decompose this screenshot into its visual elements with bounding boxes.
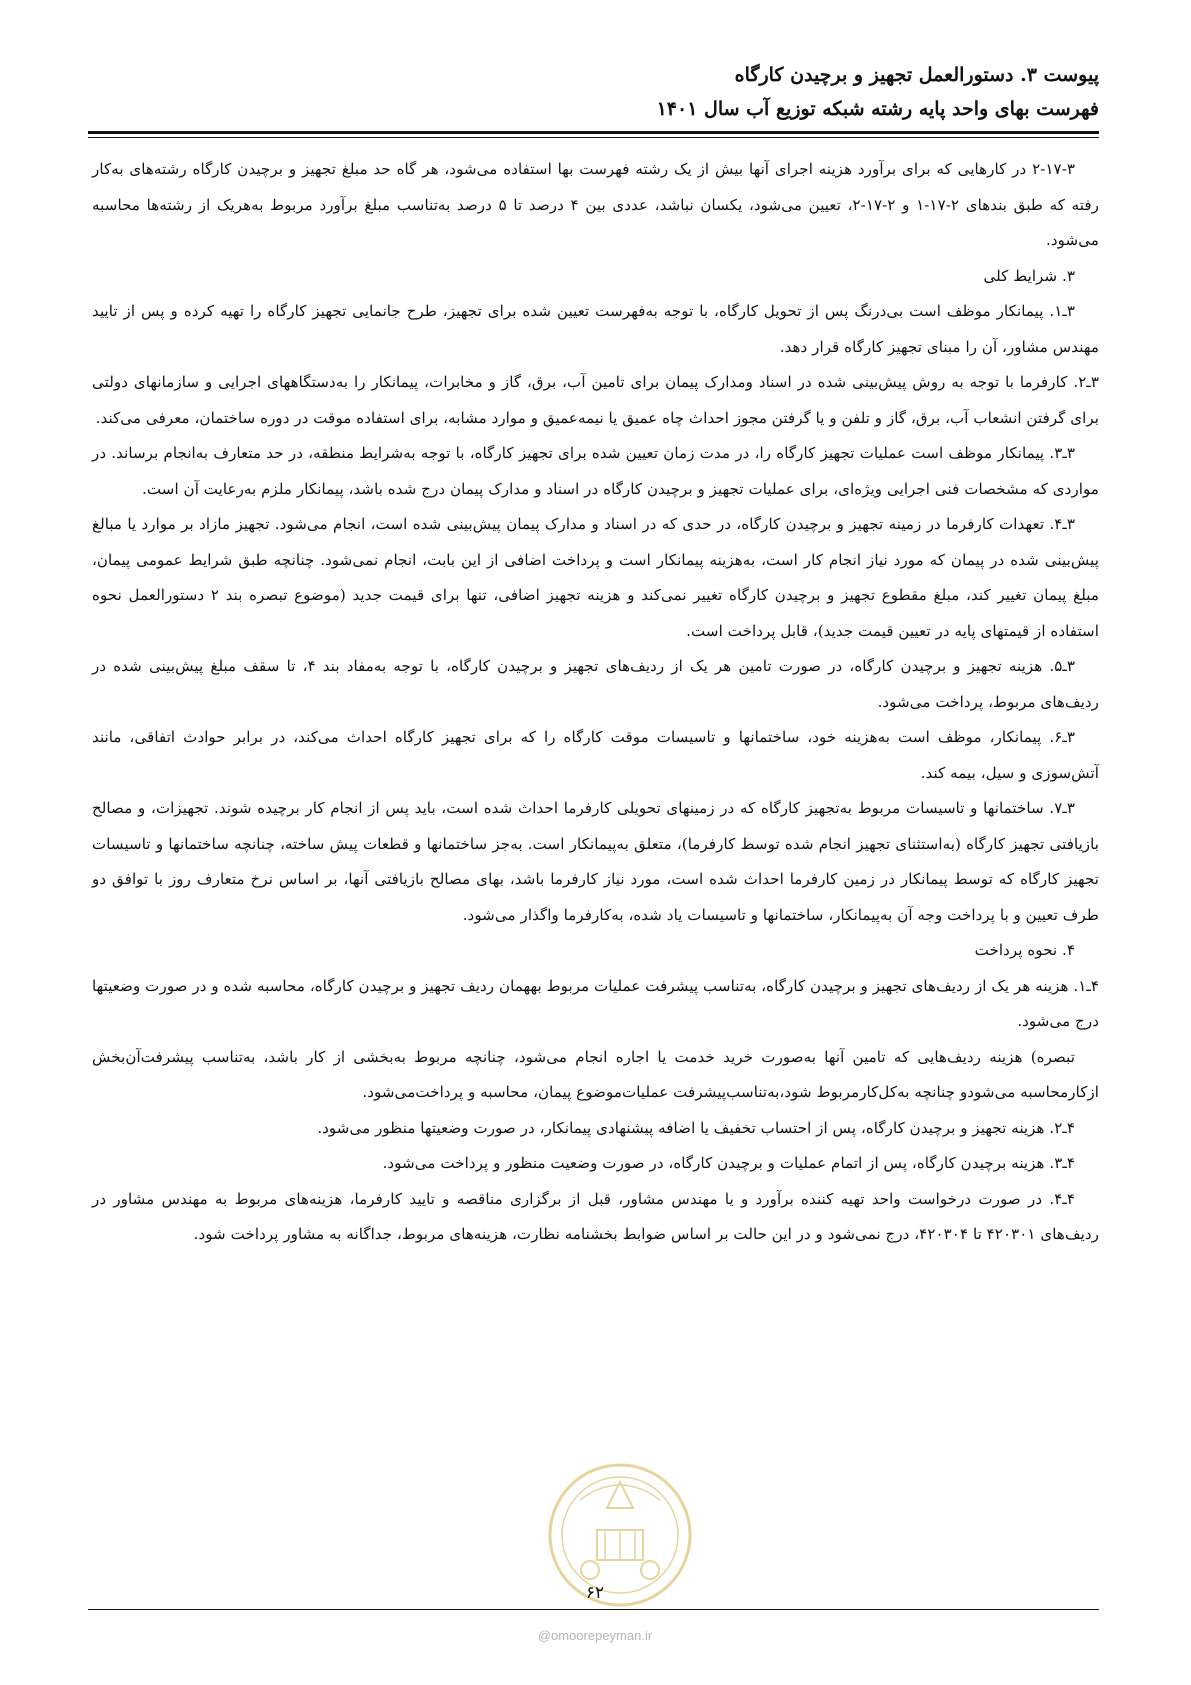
paragraph-4-2: ۴ـ۲. هزینه تجهیز و برچیدن کارگاه، پس از احتساب تخفیف یا اضافه پیشنهادی پیمانکار، در صورت وضعیتها منظور می‌شود. — [317, 1118, 1075, 1137]
paragraph-4-4: ۴ـ۴. در صورت درخواست واحد تهیه کننده برآورد و یا مهندس مشاور، قبل از برگزاری مناقصه و تایید کارفرما، هزینه‌های مربوط به مهندس مشاور در ردیف‌های ۴۲۰۳۰۱ تا ۴۲۰۳۰۴، درج نمی‌شود و در این حالت بر اساس ضوابط بخشنامه نظارت، هزینه‌های مربوط، جداگانه به مشاور پرداخت شود. — [92, 1189, 1099, 1243]
paragraph-3-4: ۳ـ۴. تعهدات کارفرما در زمینه تجهیز و برچیدن کارگاه، در حدی که در اسناد و مدارک پیمان پیش‌بینی شده است، انجام می‌شود. تجهیز مازاد بر موارد یا مبالغ پیش‌بینی شده در پیمان که مورد نیاز انجام کار است، به‌هزینه پیمانکار است و پرداخت اضافی از این بابت، انجام نمی‌شود. چنانچه طبق شرایط عمومی پیمان، مبلغ پیمان تغییر کند، مبلغ مقطوع تجهیز و برچیدن کارگاه تغییر نمی‌کند و هزینه تجهیز اضافی، تنها برای قیمت جدید (موضوع تبصره بند ۲ دستورالعمل نحوه استفاده از قیمتهای پایه در تعیین قیمت جدید)، قابل پرداخت است. — [92, 515, 1099, 640]
paragraph-3-1: ۳ـ۱. پیمانکار موظف است بی‌درنگ پس از تحویل کارگاه، با توجه به‌فهرست تعیین شده برای تجهیز، طرح جانمایی تجهیز کارگاه را تهیه کرده و پس از تایید مهندس مشاور، آن را مبنای تجهیز کارگاه قرار دهد. — [92, 302, 1099, 356]
paragraph-3-7: ۳ـ۷. ساختمانها و تاسیسات مربوط به‌تجهیز کارگاه که در زمینهای تحویلی کارفرما احداث شده است، باید پس از انجام کار برچیده شوند. تجهیزات، و مصالح بازیافتی تجهیز کارگاه (به‌استثنای تجهیز انجام شده توسط کارفرما)، متعلق به‌پیمانکار است. به‌جز ساختمانها و قطعات پیش ساخته، چنانچه ساختمانها و تاسیسات تجهیز کارگاه که توسط پیمانکار در زمین کارفرما احداث شده است، مورد نیاز کارفرما باشد، بهای مصالح بازیافتی آنها، بر اساس نرخ متعارف روز با توافق دو طرف تعیین و با پرداخت وجه آن به‌پیمانکار، ساختمانها و تاسیسات یاد شده، به‌کارفرما واگذار می‌شود. — [92, 799, 1099, 924]
paragraph-3-3: ۳ـ۳. پیمانکار موظف است عملیات تجهیز کارگاه را، در مدت زمان تعیین شده برای تجهیز کارگاه، با توجه به‌شرایط منطقه، در حد متعارف به‌انجام برساند. در مواردی که مشخصات فنی اجرایی ویژه‌ای، برای عملیات تجهیز و برچیدن کارگاه در اسناد و مدارک پیمان درج شده باشد، پیمانکار ملزم به‌رعایت آن است. — [92, 444, 1099, 498]
header-subtitle: فهرست بهای واحد پایه رشته شبکه توزیع آب سال ۱۴۰۱ — [656, 98, 1099, 120]
paragraph-3-2: ۳ـ۲. کارفرما با توجه به روش پیش‌بینی شده در اسناد ومدارک پیمان برای تامین آب، برق، گاز و مخابرات، پیمانکار را به‌دستگاههای اجرایی و سازمانهای دولتی برای گرفتن انشعاب آب، برق، گاز و تلفن و یا گرفتن مجوز احداث چاه عمیق یا نیمه‌عمیق و موارد مشابه، برای استفاده موقت در دوره ساختمان، معرفی می‌کند. — [92, 373, 1099, 427]
footer-rule — [88, 1609, 1099, 1610]
header-rule-thick — [88, 131, 1099, 134]
paragraph-4-3: ۴ـ۳. هزینه برچیدن کارگاه، پس از اتمام عملیات و برچیدن کارگاه، در صورت وضعیت منظور و پرداخت می‌شود. — [382, 1154, 1075, 1172]
watermark-text: @omoorepeyman.ir — [537, 1628, 653, 1643]
paragraph-2-17-3: ۲-۱۷-۳ در کارهایی که برای برآورد هزینه اجرای آنها بیش از یک رشته فهرست بها استفاده می‌شود، هر گاه حد مبلغ تجهیز و برچیدن کارگاه رشته‌های به‌کار رفته که طبق بندهای ۲-۱۷-۱ و ۲-۱۷-۲، تعیین می‌شود، یکسان نباشد، عددی بین ۴ درصد تا ۵ درصد به‌تناسب مبلغ برآورد مربوط به‌هریک از رشته‌ها محاسبه می‌شود. — [92, 160, 1099, 249]
page-header — [90, 58, 1099, 126]
section-heading-payment: ۴. نحوه پرداخت — [974, 941, 1075, 959]
paragraph-3-5: ۳ـ۵. هزینه تجهیز و برچیدن کارگاه، در صورت تامین هر یک از ردیف‌های تجهیز و برچیدن کارگاه، با توجه به‌مفاد بند ۴، تا سقف مبلغ پیش‌بینی شده در ردیف‌های مربوط، پرداخت می‌شود. — [92, 657, 1099, 711]
paragraph-4-1: ۴ـ۱. هزینه هر یک از ردیف‌های تجهیز و برچیدن کارگاه، به‌تناسب پیشرفت عملیات مربوط بههمان ردیف تجهیز و برچیدن کارگاه، محاسبه شده و در صورت وضعیتها درج می‌شود. — [92, 976, 1099, 1030]
header-title: پیوست ۳. دستورالعمل تجهیز و برچیدن کارگاه — [734, 64, 1099, 86]
page-number: ۶۲ — [585, 1583, 605, 1603]
document-body — [92, 152, 1099, 1253]
paragraph-3-6: ۳ـ۶. پیمانکار، موظف است به‌هزینه خود، ساختمانها و تاسیسات موقت کارگاه را که برای تجهیز کارگاه احداث می‌کند، در برابر حوادث اتفاقی، مانند آتش‌سوزی و سیل، بیمه کند. — [92, 728, 1099, 782]
header-rule-thin — [88, 137, 1099, 138]
paragraph-note: تبصره) هزینه ردیف‌هایی که تامین آنها به‌صورت خرید خدمت یا اجاره انجام می‌شود، چنانچه مربوط به‌بخشی از کار باشد، به‌تناسب پیشرفت‌آن‌بخش ازکارمحاسبه می‌شودو چنانچه به‌کل‌کارمربوط شود،به‌تناسب‌پیشرفت عملیات‌موضوع پیمان، محاسبه و پرداخت‌می‌شود. — [92, 1047, 1099, 1101]
section-heading-general-conditions: ۳. شرایط کلی — [983, 266, 1075, 285]
